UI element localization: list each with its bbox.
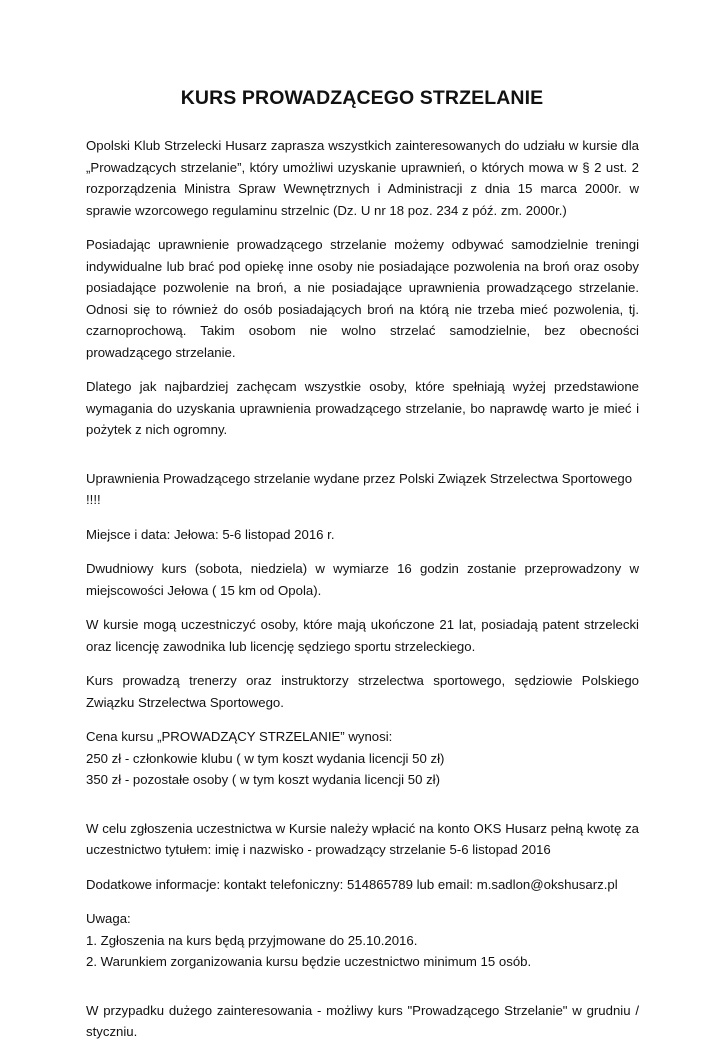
price-members: 250 zł - członkowie klubu ( w tym koszt wydania licencji 50 zł)	[86, 750, 445, 766]
price-intro: Cena kursu „PROWADZĄCY STRZELANIE” wynosi:	[86, 729, 393, 744]
page-title: KURS PROWADZĄCEGO STRZELANIE	[180, 87, 544, 109]
price-block	[86, 726, 639, 791]
permissions-paragraph: Posiadając uprawnienie prowadzącego strzelanie możemy odbywać samodzielnie treningi indywidualne lub brać pod opiekę inne osoby nie posiadające pozwolenia na broń oraz osoby posiadające pozwolenie na broń, a nie posiadające uprawnienia prowadzącego strzelanie. Odnosi się to również do osób posiadających broń na którą nie trzeba mieć pozwolenia, tj. czarnoprochową. Takim osobom nie wolno strzelać samodzielnie, bez obecności prowadzącego strzelanie.	[86, 237, 639, 360]
note-deadline: 1. Zgłoszenia na kurs będą przyjmowane do 25.10.2016.	[86, 932, 418, 948]
additional-course-paragraph: W przypadku dużego zainteresowania - możliwy kurs "Prowadzącego Strzelanie" w grudniu / styczniu.	[86, 1002, 639, 1039]
intro-paragraph: Opolski Klub Strzelecki Husarz zaprasza wszystkich zainteresowanych do udziału w kursie dla „Prowadzących strzelanie”, który umożliwi uzyskanie uprawnień, o których mowa w § 2 ust. 2 rozporządzenia Ministra Spraw Wewnętrznych i Administracji z dnia 15 marca 2000r. w sprawie wzorcowego regulaminu strzelnic (Dz. U nr 18 poz. 234 z póź. zm. 2000r.)	[86, 138, 639, 218]
price-others: 350 zł - pozostałe osoby ( w tym koszt wydania licencji 50 zł)	[86, 772, 441, 787]
issuer-paragraph: Uprawnienia Prowadzącego strzelanie wydane przez Polski Związek Strzelectwa Sportowego !!!!	[86, 470, 633, 507]
note-minimum: 2. Warunkiem zorganizowania kursu będzie uczestnictwo minimum 15 osób.	[86, 954, 532, 969]
document-body	[86, 135, 639, 1056]
encouragement-paragraph: Dlatego jak najbardziej zachęcam wszystkie osoby, które spełniają wyżej przedstawione wymagania do uzyskania uprawnienia prowadzącego strzelanie, bo naprawdę warto je mieć i pożytek z nich ogromny.	[86, 379, 639, 437]
note-heading: Uwaga:	[86, 911, 131, 926]
instructors-paragraph: Kurs prowadzą trenerzy oraz instruktorzy strzelectwa sportowego, sędziowie Polskiego Związku Strzelectwa Sportowego.	[86, 673, 639, 710]
place-date-paragraph: Miejsce i data: Jełowa: 5-6 listopad 2016 r.	[86, 526, 335, 542]
contact-paragraph: Dodatkowe informacje: kontakt telefoniczny: 514865789 lub email: m.sadlon@okshusarz.pl	[86, 876, 618, 892]
eligibility-paragraph: W kursie mogą uczestniczyć osoby, które mają ukończone 21 lat, posiadają patent strzelecki oraz licencję zawodnika lub licencję sędziego sportu strzeleckiego.	[86, 617, 639, 654]
course-duration-paragraph: Dwudniowy kurs (sobota, niedziela) w wymiarze 16 godzin zostanie przeprowadzony w miejscowości Jełowa ( 15 km od Opola).	[86, 561, 639, 598]
registration-paragraph: W celu zgłoszenia uczestnictwa w Kursie należy wpłacić na konto OKS Husarz pełną kwotę za uczestnictwo tytułem: imię i nazwisko - prowadzący strzelanie 5-6 listopad 2016	[86, 820, 639, 857]
notes-block	[86, 908, 639, 973]
